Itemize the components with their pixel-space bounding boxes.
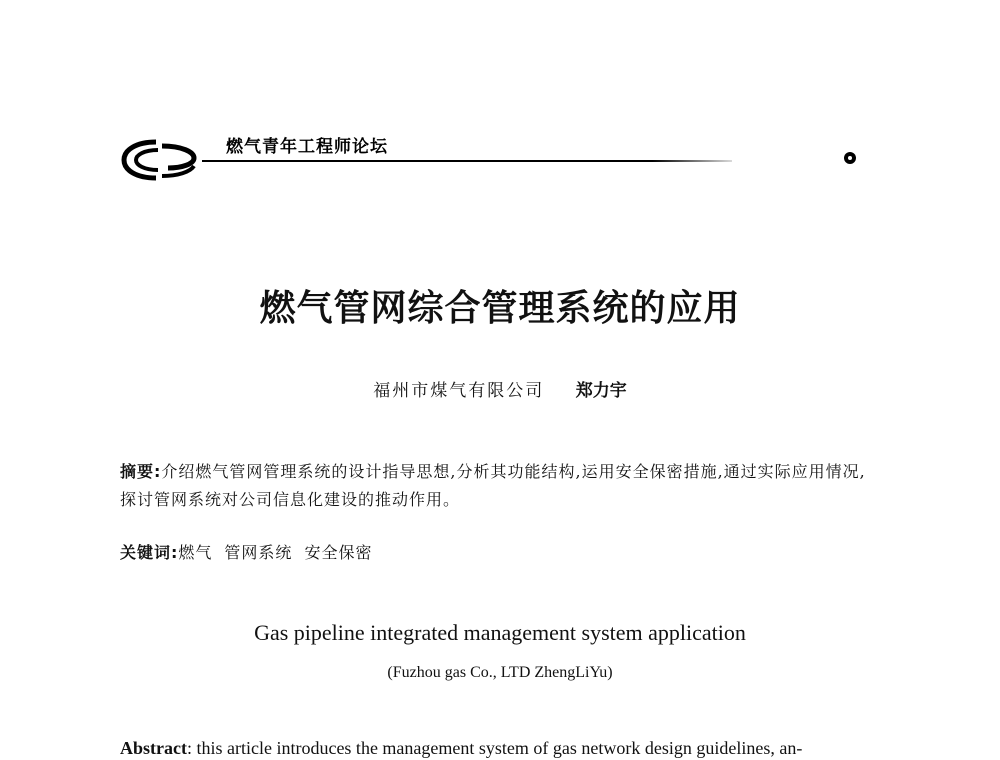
chinese-abstract (120, 458, 876, 514)
gas-flame-logo-icon (118, 136, 198, 184)
header-rule (202, 160, 732, 162)
author-line (0, 376, 1000, 401)
keywords-label: 关键词: (120, 543, 179, 562)
journal-header (118, 128, 878, 188)
keyword: 燃气 (178, 543, 213, 562)
series-title: 燃气青年工程师论坛 (226, 137, 388, 157)
page-marker-icon (844, 152, 856, 164)
author-organization: 福州市煤气有限公司 (373, 381, 545, 401)
english-abstract (120, 738, 900, 759)
abstract-label: 摘要: (120, 462, 162, 481)
english-abstract-label: Abstract (120, 738, 187, 758)
keyword: 安全保密 (304, 543, 373, 562)
article-title: 燃气管网综合管理系统的应用 (259, 287, 741, 329)
author-name: 郑力宇 (575, 381, 627, 401)
abstract-text: 介绍燃气管网管理系统的设计指导思想,分析其功能结构,运用安全保密措施,通过实际应用情况,探讨管网系统对公司信息化建设的推动作用。 (120, 462, 866, 509)
english-abstract-text: : this article introduces the management system of gas network design guidelines, an- (186, 738, 803, 758)
keyword: 管网系统 (224, 543, 293, 562)
english-title: Gas pipeline integrated management system application (254, 620, 746, 645)
keywords-line (120, 540, 384, 563)
english-author: (Fuzhou gas Co., LTD ZhengLiYu) (387, 664, 613, 681)
